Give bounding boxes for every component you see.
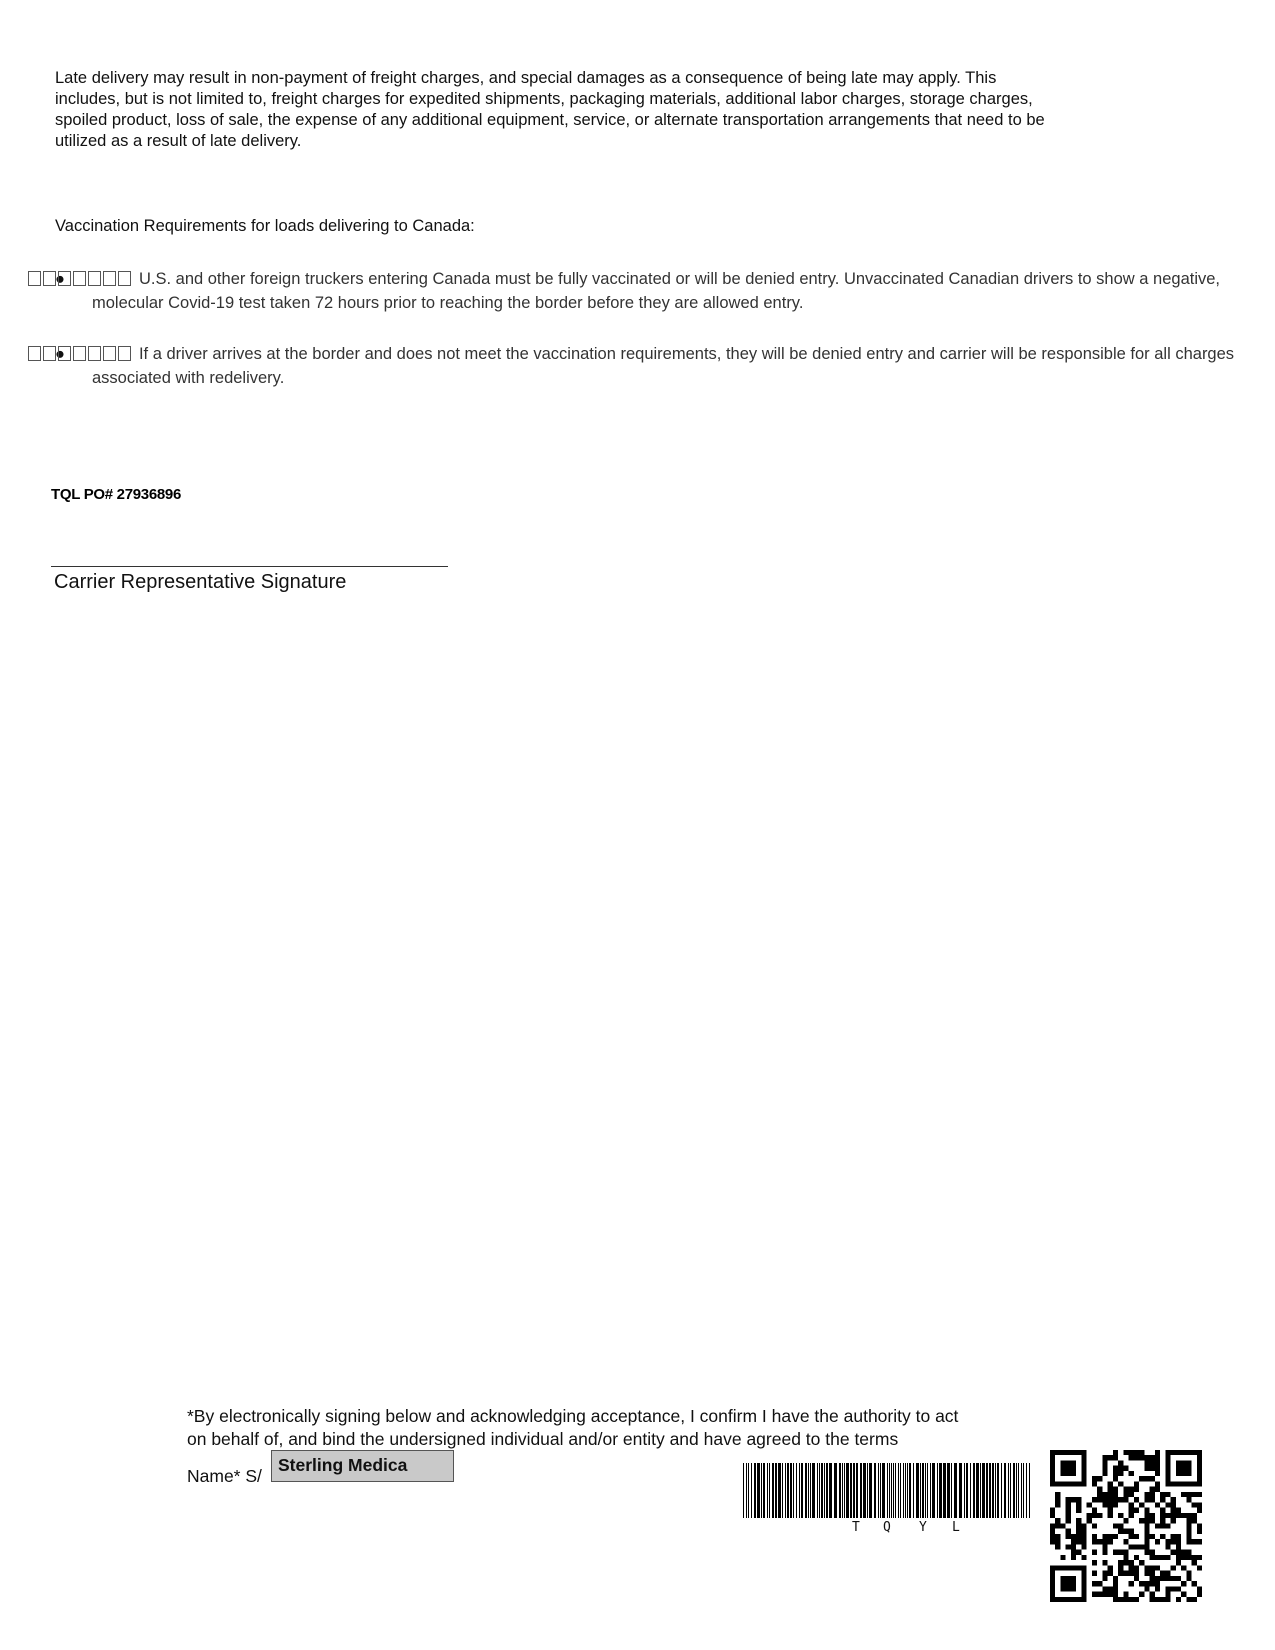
barcode-char: L <box>952 1520 960 1535</box>
acknowledgement-text: *By electronically signing below and acknowledging acceptance, I confirm I have the authority to act on behalf of, and bind the undersigned individual and/or entity and have agreed to the terms <box>187 1406 959 1449</box>
barcode-char: T <box>852 1520 860 1535</box>
name-label: Name* S/ <box>187 1466 262 1486</box>
missing-glyph-boxes-icon <box>65 270 133 292</box>
vaccination-heading: Vaccination Requirements for loads delivering to Canada: <box>55 217 475 235</box>
late-delivery-paragraph: Late delivery may result in non-payment of freight charges, and special damages as a consequence of being late may apply. This includes, but is not limited to, freight charges for expedited shipments, packaging materials, additional labor charges, storage charges, spoiled product, loss of sale, the expense of any additional equipment, service, or alternate transportation arrangements that need to be utilized as a result of late delivery. <box>55 69 1045 150</box>
qr-code-icon <box>1050 1450 1202 1602</box>
barcode-char: Y <box>919 1520 927 1535</box>
name-field[interactable]: Sterling Medica <box>271 1450 454 1482</box>
vaccination-bullet-2 <box>55 343 1252 389</box>
barcode-icon <box>743 1463 1030 1518</box>
bullet-icon: ● <box>55 345 65 363</box>
signature-line <box>51 566 448 567</box>
bullet-text: If a driver arrives at the border and does not meet the vaccination requirements, they will be denied entry and carrier will be responsible for all charges associated with redelivery. <box>92 345 1235 387</box>
po-number: TQL PO# 27936896 <box>51 486 182 503</box>
vaccination-bullet-1 <box>55 268 1252 314</box>
bullet-icon: ● <box>55 270 65 288</box>
signature-label: Carrier Representative Signature <box>54 571 347 593</box>
missing-glyph-boxes-icon <box>65 345 133 367</box>
bullet-text: U.S. and other foreign truckers entering Canada must be fully vaccinated or will be denied entry. Unvaccinated Canadian drivers to show a negative, molecular Covid-19 test taken 72 hours prior to reaching the border before they are allowed entry. <box>92 270 1221 312</box>
barcode-char: Q <box>883 1520 891 1535</box>
